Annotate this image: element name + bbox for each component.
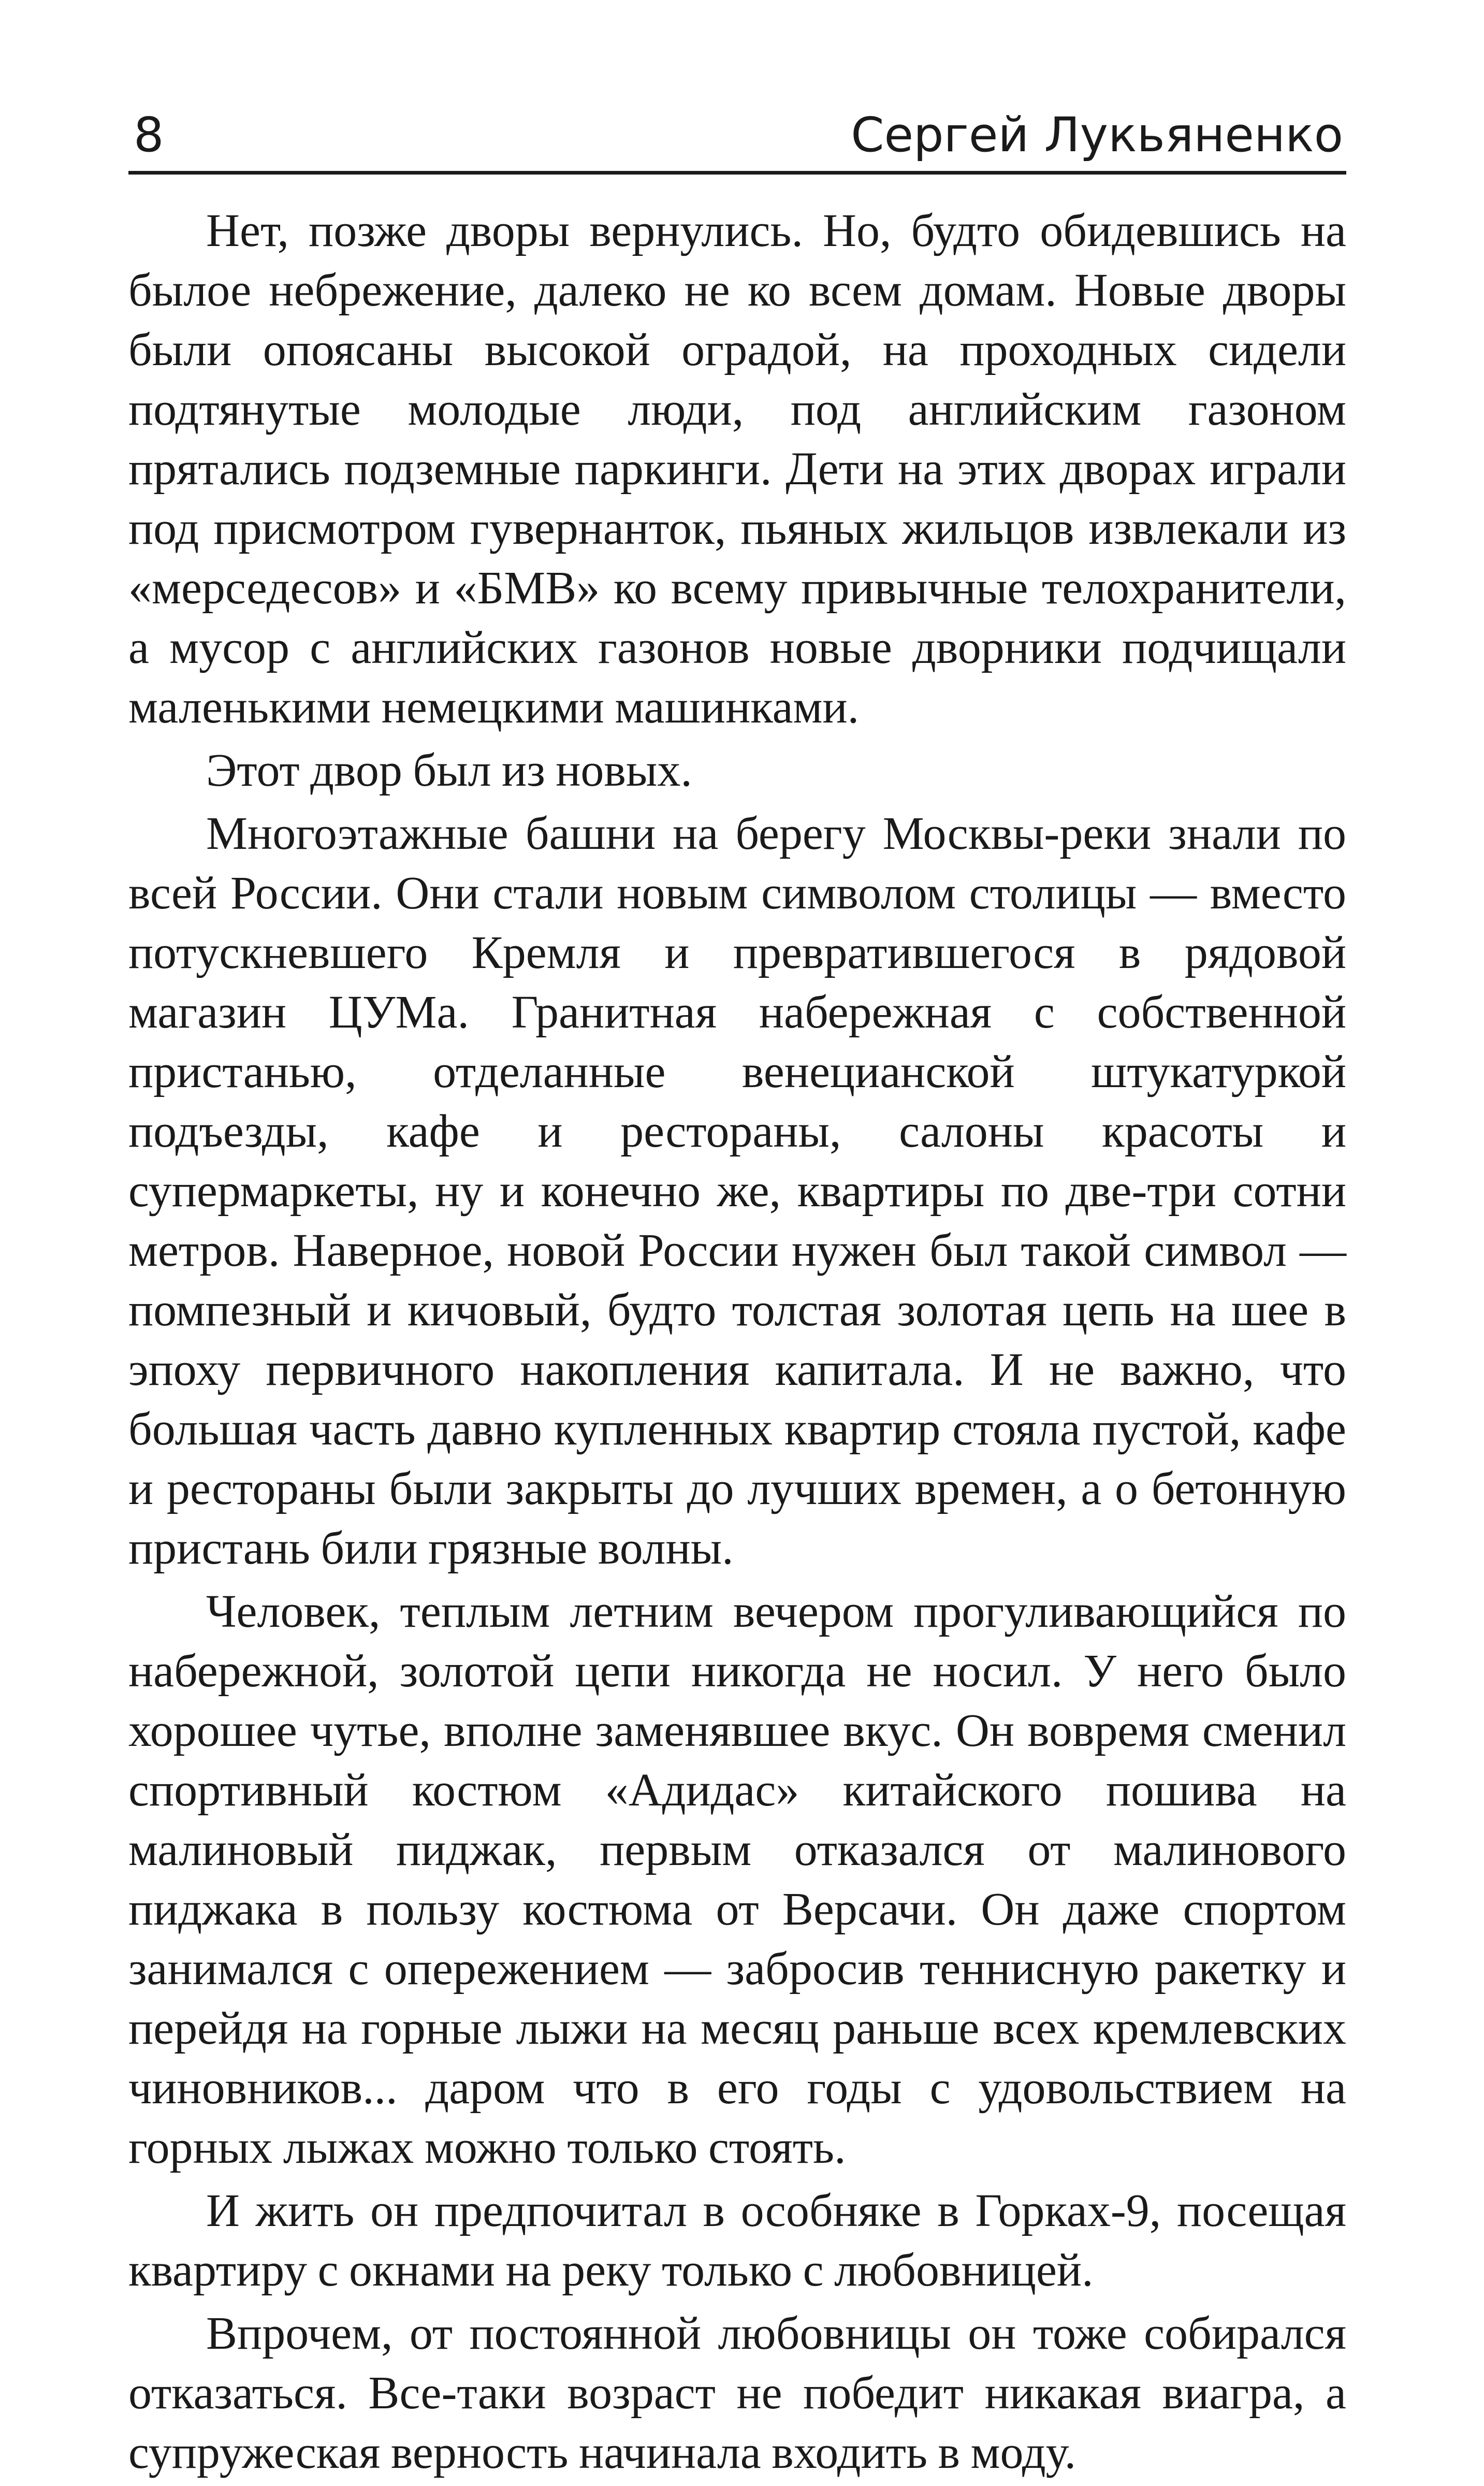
paragraph-mistress: Впрочем, от постоянной любовницы он тоже собирался отказаться. Все-таки возраст не победит никакая виагра, а супружеская верность начинала входить в моду. — [128, 2308, 1346, 2478]
paragraph-mansion: И жить он предпочитал в особняке в Горках-9, посещая квартиру с окнами на реку только с любовницей. — [128, 2185, 1346, 2296]
page-number: 8 — [134, 107, 164, 163]
paragraph-courtyards: Нет, позже дворы вернулись. Но, будто обидевшись на былое небрежение, далеко не ко всем домам. Новые дворы были опоясаны высокой оградой, на проходных сидели подтянутые молодые люди, под английским газоном прятались подземные паркинги. Дети на этих дворах играли под присмотром гувернанток, пьяных жильцов извлекали из «мерседесов» и «БМВ» ко всему привычные телохранители, а мусор с английских газонов новые дворники подчищали маленькими немецкими машинками. — [128, 205, 1346, 733]
book-author: Сергей Лукьяненко — [851, 107, 1343, 163]
running-header — [128, 109, 1346, 175]
paragraph-towers: Многоэтажные башни на берегу Москвы-реки знали по всей России. Они стали новым символом столицы — вместо потускневшего Кремля и превратившегося в рядовой магазин ЦУМа. Гранитная набережная с собственной пристанью, отделанные венецианской штукатуркой подъезды, кафе и рестораны, салоны красоты и супермаркеты, ну и конечно же, квартиры по две-три сотни метров. Наверное, новой России нужен был такой символ — помпезный и кичовый, будто толстая золотая цепь на шее в эпоху первичного накопления капитала. И не важно, что большая часть давно купленных квартир стояла пустой, кафе и рестораны были закрыты до лучших времен, а о бетонную пристань били грязные волны. — [128, 808, 1346, 1574]
text-body — [128, 201, 1346, 2486]
paragraph-man-on-embankment: Человек, теплым летним вечером прогуливающийся по набережной, золотой цепи никогда не носил. У него было хорошее чутье, вполне заменявшее вкус. Он вовремя сменил спортивный костюм «Адидас» китайского пошива на малиновый пиджак, первым отказался от малинового пиджака в пользу костюма от Версачи. Он даже спортом занимался с опережением — забросив теннисную ракетку и перейдя на горные лыжи на месяц раньше всех кремлевских чиновников... даром что в его годы с удовольствием на горных лыжах можно только стоять. — [128, 1586, 1346, 2173]
paragraph-new-courtyard: Этот двор был из новых. — [206, 745, 692, 796]
